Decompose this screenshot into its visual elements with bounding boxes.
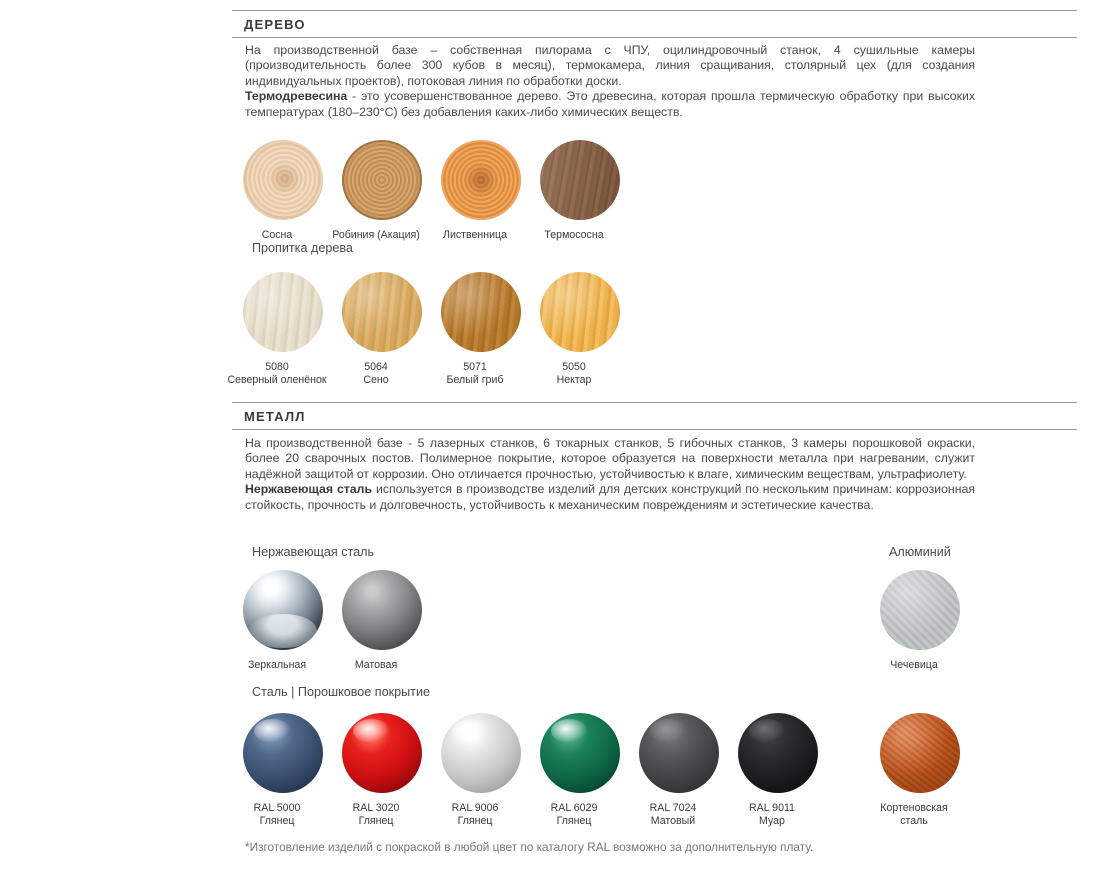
swatch-label (423, 361, 527, 386)
swatch-code: 5080 (265, 361, 289, 373)
divider-bottom (232, 37, 1077, 38)
label-stainless-steel: Нержавеющая сталь (252, 545, 375, 559)
section-title-wood: ДЕРЕВО (244, 17, 306, 32)
swatch-label (522, 361, 626, 386)
stain-5064-icon (342, 272, 422, 352)
swatch-name: Сено (363, 373, 389, 386)
swatch-label (324, 361, 428, 386)
swatch-name: Белый гриб (446, 373, 504, 386)
footnote: *Изготовление изделий с покраской в любой цвет по каталогу RAL возможно за дополнительную плату. (245, 840, 814, 854)
swatch-ral-9011[interactable] (732, 713, 824, 827)
swatch-aluminium-lentil[interactable] (874, 570, 966, 672)
ral-7024-icon (639, 713, 719, 793)
swatch-stain-5064[interactable] (336, 272, 428, 386)
corten-steel-icon (880, 713, 960, 793)
stain-5080-icon (243, 272, 323, 352)
steel-matte-icon (342, 570, 422, 650)
swatch-ral-3020[interactable] (336, 713, 428, 827)
swatch-label (621, 802, 725, 827)
aluminium-lentil-icon (880, 570, 960, 650)
wood-description (245, 43, 975, 120)
wood-term-bold: Термодревесина (245, 89, 348, 104)
swatch-ral-5000[interactable] (237, 713, 329, 827)
swatch-wood-thermo-pine[interactable] (534, 140, 626, 242)
swatch-code: RAL 5000 (253, 802, 301, 814)
swatch-wood-robinia[interactable] (332, 140, 428, 242)
swatch-name: Северный оленёнок (227, 373, 327, 386)
wood-paragraph-1: На производственной базе – собственная пилорама с ЧПУ, оцилиндровочный станок, 4 сушильные камеры (производительность более 300 кубов в месяц), термокамера, линия сращивания, столярный цех (для создания индивидуальных проектов), потоковая линия по обработки доски. (245, 43, 975, 88)
swatch-label (862, 802, 966, 827)
swatch-code: 5071 (463, 361, 487, 373)
metal-term-bold: Нержавеющая сталь (245, 482, 373, 497)
swatch-steel-mirror[interactable] (237, 570, 329, 672)
swatch-corten-steel[interactable] (874, 713, 966, 827)
ral-9011-icon (738, 713, 818, 793)
section-header-metal (232, 402, 1077, 430)
metal-paragraph-1: На производственной базе - 5 лазерных станков, 6 токарных станков, 5 гибочных станков, 3 камеры порошковой окраски, более 20 сварочных постов. Полимерное покрытие, которое образуется на поверхности металла при нагревании, служит надёжной защитой от коррозии. Оно отличается прочностью, устойчивостью к влаге, химическим веществам, ультрафиолету. (245, 436, 975, 481)
swatch-name: Нектар (556, 373, 592, 386)
swatch-code: RAL 9011 (749, 802, 795, 814)
section-title-metal: МЕТАЛЛ (244, 409, 306, 424)
metal-description (245, 436, 975, 513)
wood-pine-icon (243, 140, 323, 220)
swatch-label (720, 802, 824, 827)
swatch-label: Термососна (544, 229, 604, 241)
swatch-ral-7024[interactable] (633, 713, 725, 827)
swatch-ral-9006[interactable] (435, 713, 527, 827)
stain-5050-icon (540, 272, 620, 352)
wood-thermo-pine-icon (540, 140, 620, 220)
swatch-label: Сосна (261, 229, 293, 241)
label-aluminium: Алюминий (889, 545, 951, 559)
swatch-finish: Глянец (259, 814, 295, 827)
stain-5071-icon (441, 272, 521, 352)
swatch-label: Лиственница (443, 229, 507, 241)
swatch-code: RAL 7024 (649, 802, 697, 814)
swatch-code: RAL 3020 (352, 802, 400, 814)
steel-mirror-icon (243, 570, 323, 650)
swatch-label: Чечевица (890, 659, 938, 671)
swatch-finish: сталь (900, 814, 928, 827)
swatch-stain-5080[interactable] (227, 272, 329, 386)
swatch-finish: Муар (759, 814, 785, 827)
swatch-ral-6029[interactable] (534, 713, 626, 827)
swatch-code: 5064 (364, 361, 388, 373)
label-wood-impregnation: Пропитка дерева (252, 241, 353, 255)
swatch-label (423, 802, 527, 827)
ral-3020-icon (342, 713, 422, 793)
swatch-label (324, 802, 428, 827)
swatch-label (225, 361, 329, 386)
ral-6029-icon (540, 713, 620, 793)
wood-robinia-icon (342, 140, 422, 220)
swatch-code: 5050 (562, 361, 586, 373)
swatch-label: Зеркальная (247, 659, 307, 671)
swatch-code: RAL 6029 (550, 802, 598, 814)
swatch-label (225, 802, 329, 827)
swatch-finish: Глянец (457, 814, 493, 827)
swatch-label: Матовая (354, 659, 398, 671)
wood-larch-icon (441, 140, 521, 220)
wood-paragraph-2: - это усовершенствованное дерево. Это древесина, которая прошла термическую обработку при высоких температурах (180–230°C) без добавления каких-либо химических веществ. (245, 89, 975, 119)
ral-5000-icon (243, 713, 323, 793)
swatch-stain-5050[interactable] (534, 272, 626, 386)
swatch-finish: Глянец (556, 814, 592, 827)
swatch-finish: Матовый (650, 814, 696, 827)
swatch-finish: Глянец (358, 814, 394, 827)
section-header-wood (232, 10, 1077, 38)
label-powder-coating: Сталь | Порошковое покрытие (252, 685, 430, 699)
swatch-code: RAL 9006 (451, 802, 499, 814)
swatch-code: Кортеновская (880, 802, 948, 814)
swatch-wood-pine[interactable] (237, 140, 329, 242)
swatch-steel-matte[interactable] (336, 570, 428, 672)
divider-bottom (232, 429, 1077, 430)
swatch-wood-larch[interactable] (435, 140, 527, 242)
ral-9006-icon (441, 713, 521, 793)
swatch-label (522, 802, 626, 827)
metal-paragraph-2: используется в производстве изделий для детских конструкций по нескольким причинам: коррозионная стойкость, прочность и долговечность, устойчивость к механическим повреждениям и эстетические качества. (245, 482, 975, 512)
swatch-label: Робиния (Акация) (332, 229, 420, 241)
swatch-stain-5071[interactable] (435, 272, 527, 386)
